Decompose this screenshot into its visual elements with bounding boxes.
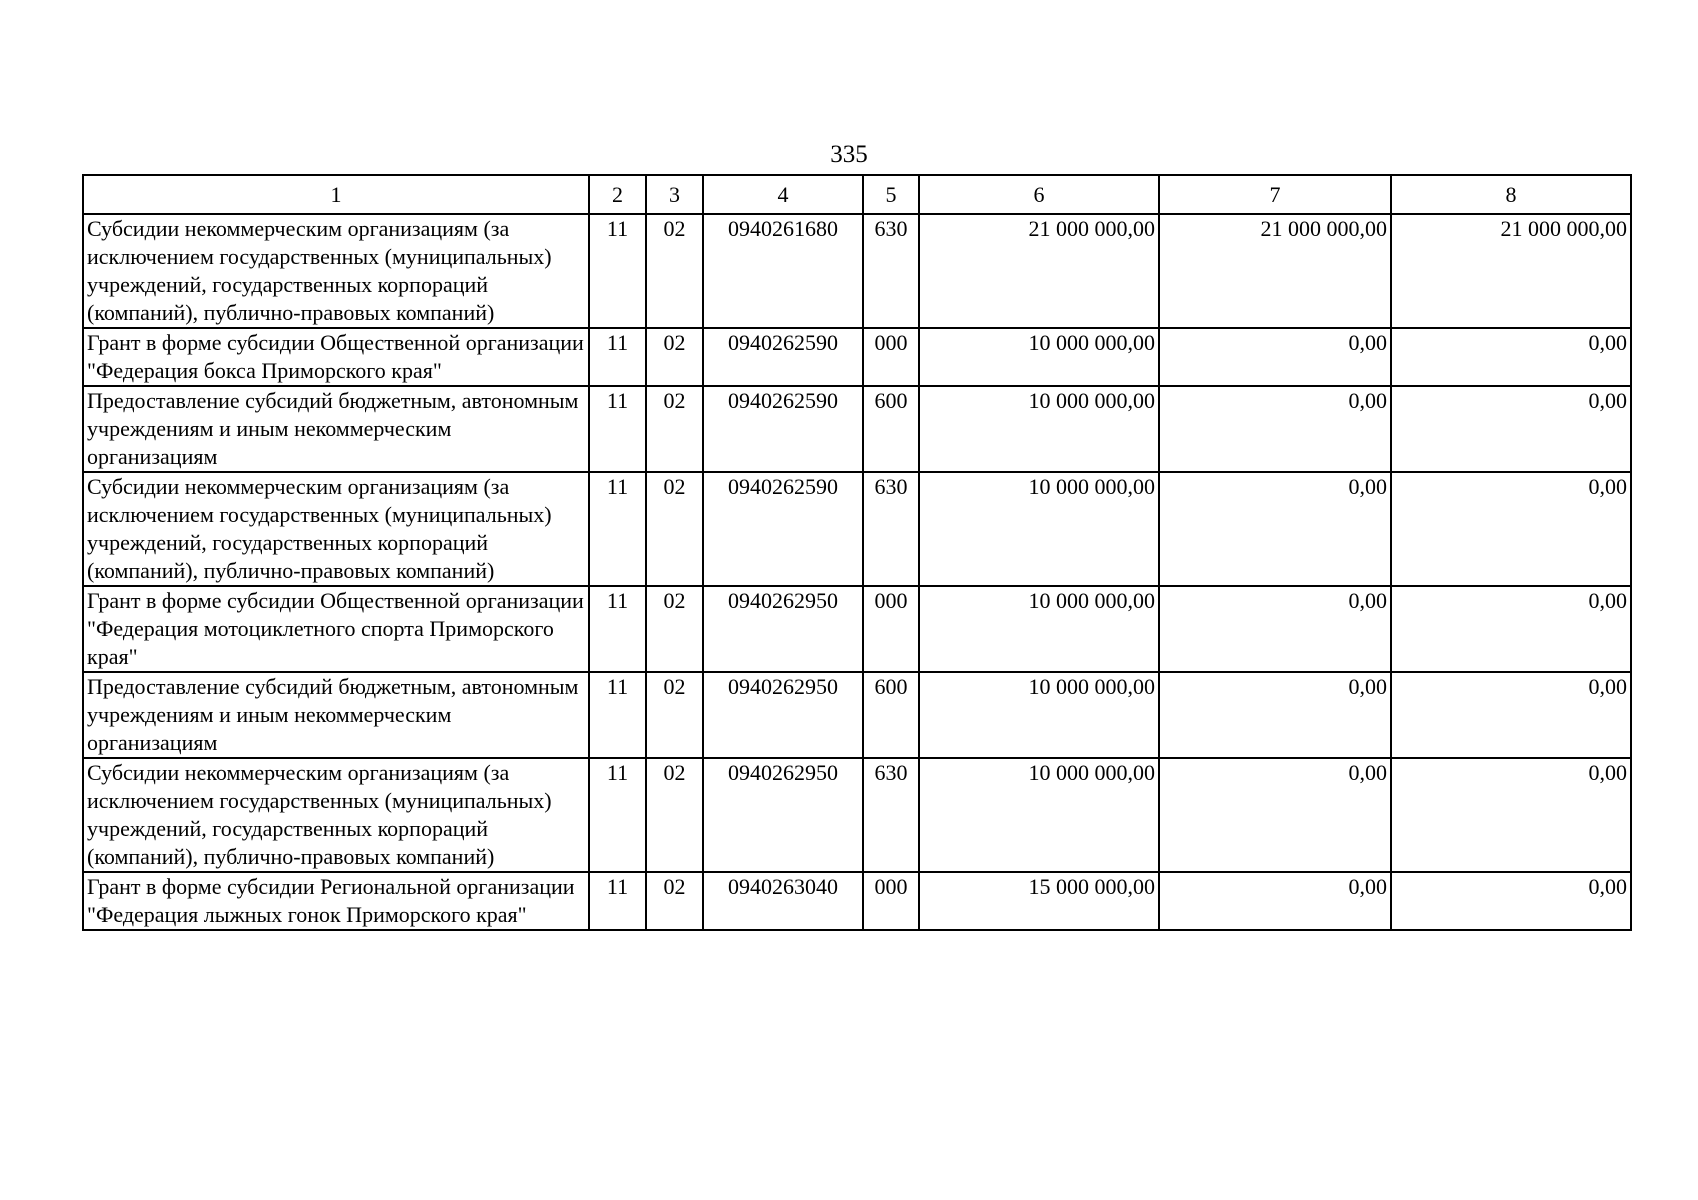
row-description: Предоставление субсидий бюджетным, автономным учреждениям и иным некоммерческим организациям	[83, 672, 589, 758]
amount-col8: 21 000 000,00	[1391, 214, 1631, 328]
table-row	[83, 328, 1631, 386]
target-article-code: 0940262590	[703, 386, 863, 472]
table-row	[83, 872, 1631, 930]
expense-type-code: 630	[863, 758, 919, 872]
amount-col7: 0,00	[1159, 386, 1391, 472]
amount-col8: 0,00	[1391, 672, 1631, 758]
amount-col7: 0,00	[1159, 586, 1391, 672]
amount-col6: 15 000 000,00	[919, 872, 1159, 930]
target-article-code: 0940262950	[703, 586, 863, 672]
amount-col8: 0,00	[1391, 758, 1631, 872]
subsection-code: 02	[646, 472, 703, 586]
amount-col7: 0,00	[1159, 472, 1391, 586]
section-code: 11	[589, 214, 646, 328]
subsection-code: 02	[646, 758, 703, 872]
section-code: 11	[589, 672, 646, 758]
header-row	[83, 175, 1631, 214]
amount-col6: 21 000 000,00	[919, 214, 1159, 328]
row-description: Грант в форме субсидии Общественной организации "Федерация мотоциклетного спорта Приморского края"	[83, 586, 589, 672]
column-header: 4	[703, 175, 863, 214]
section-code: 11	[589, 386, 646, 472]
amount-col8: 0,00	[1391, 386, 1631, 472]
expense-type-code: 600	[863, 672, 919, 758]
subsection-code: 02	[646, 328, 703, 386]
column-header: 8	[1391, 175, 1631, 214]
amount-col7: 0,00	[1159, 758, 1391, 872]
row-description: Предоставление субсидий бюджетным, автономным учреждениям и иным некоммерческим организациям	[83, 386, 589, 472]
amount-col6: 10 000 000,00	[919, 586, 1159, 672]
subsection-code: 02	[646, 214, 703, 328]
column-header: 6	[919, 175, 1159, 214]
table-row	[83, 472, 1631, 586]
column-header: 1	[83, 175, 589, 214]
amount-col6: 10 000 000,00	[919, 472, 1159, 586]
amount-col6: 10 000 000,00	[919, 386, 1159, 472]
table-row	[83, 672, 1631, 758]
table-row	[83, 214, 1631, 328]
expense-type-code: 000	[863, 872, 919, 930]
subsection-code: 02	[646, 386, 703, 472]
amount-col6: 10 000 000,00	[919, 672, 1159, 758]
amount-col8: 0,00	[1391, 872, 1631, 930]
expense-type-code: 000	[863, 328, 919, 386]
page-number: 335	[830, 141, 868, 168]
column-header: 2	[589, 175, 646, 214]
expense-type-code: 600	[863, 386, 919, 472]
section-code: 11	[589, 472, 646, 586]
subsection-code: 02	[646, 872, 703, 930]
amount-col8: 0,00	[1391, 328, 1631, 386]
amount-col7: 0,00	[1159, 328, 1391, 386]
amount-col6: 10 000 000,00	[919, 758, 1159, 872]
target-article-code: 0940262950	[703, 758, 863, 872]
budget-table	[82, 174, 1632, 931]
amount-col8: 0,00	[1391, 472, 1631, 586]
target-article-code: 0940262590	[703, 328, 863, 386]
amount-col7: 0,00	[1159, 872, 1391, 930]
column-header: 7	[1159, 175, 1391, 214]
section-code: 11	[589, 758, 646, 872]
amount-col8: 0,00	[1391, 586, 1631, 672]
target-article-code: 0940262950	[703, 672, 863, 758]
target-article-code: 0940261680	[703, 214, 863, 328]
column-header: 3	[646, 175, 703, 214]
subsection-code: 02	[646, 586, 703, 672]
target-article-code: 0940263040	[703, 872, 863, 930]
row-description: Грант в форме субсидии Общественной организации "Федерация бокса Приморского края"	[83, 328, 589, 386]
row-description: Субсидии некоммерческим организациям (за исключением государственных (муниципальных) учреждений, государственных корпораций (компаний), публично-правовых компаний)	[83, 758, 589, 872]
target-article-code: 0940262590	[703, 472, 863, 586]
row-description: Грант в форме субсидии Региональной организации "Федерация лыжных гонок Приморского края"	[83, 872, 589, 930]
section-code: 11	[589, 328, 646, 386]
row-description: Субсидии некоммерческим организациям (за исключением государственных (муниципальных) учреждений, государственных корпораций (компаний), публично-правовых компаний)	[83, 472, 589, 586]
amount-col7: 0,00	[1159, 672, 1391, 758]
expense-type-code: 630	[863, 214, 919, 328]
row-description: Субсидии некоммерческим организациям (за исключением государственных (муниципальных) учреждений, государственных корпораций (компаний), публично-правовых компаний)	[83, 214, 589, 328]
amount-col7: 21 000 000,00	[1159, 214, 1391, 328]
table-row	[83, 758, 1631, 872]
section-code: 11	[589, 586, 646, 672]
table-row	[83, 586, 1631, 672]
expense-type-code: 000	[863, 586, 919, 672]
column-header: 5	[863, 175, 919, 214]
subsection-code: 02	[646, 672, 703, 758]
section-code: 11	[589, 872, 646, 930]
expense-type-code: 630	[863, 472, 919, 586]
table-row	[83, 386, 1631, 472]
amount-col6: 10 000 000,00	[919, 328, 1159, 386]
